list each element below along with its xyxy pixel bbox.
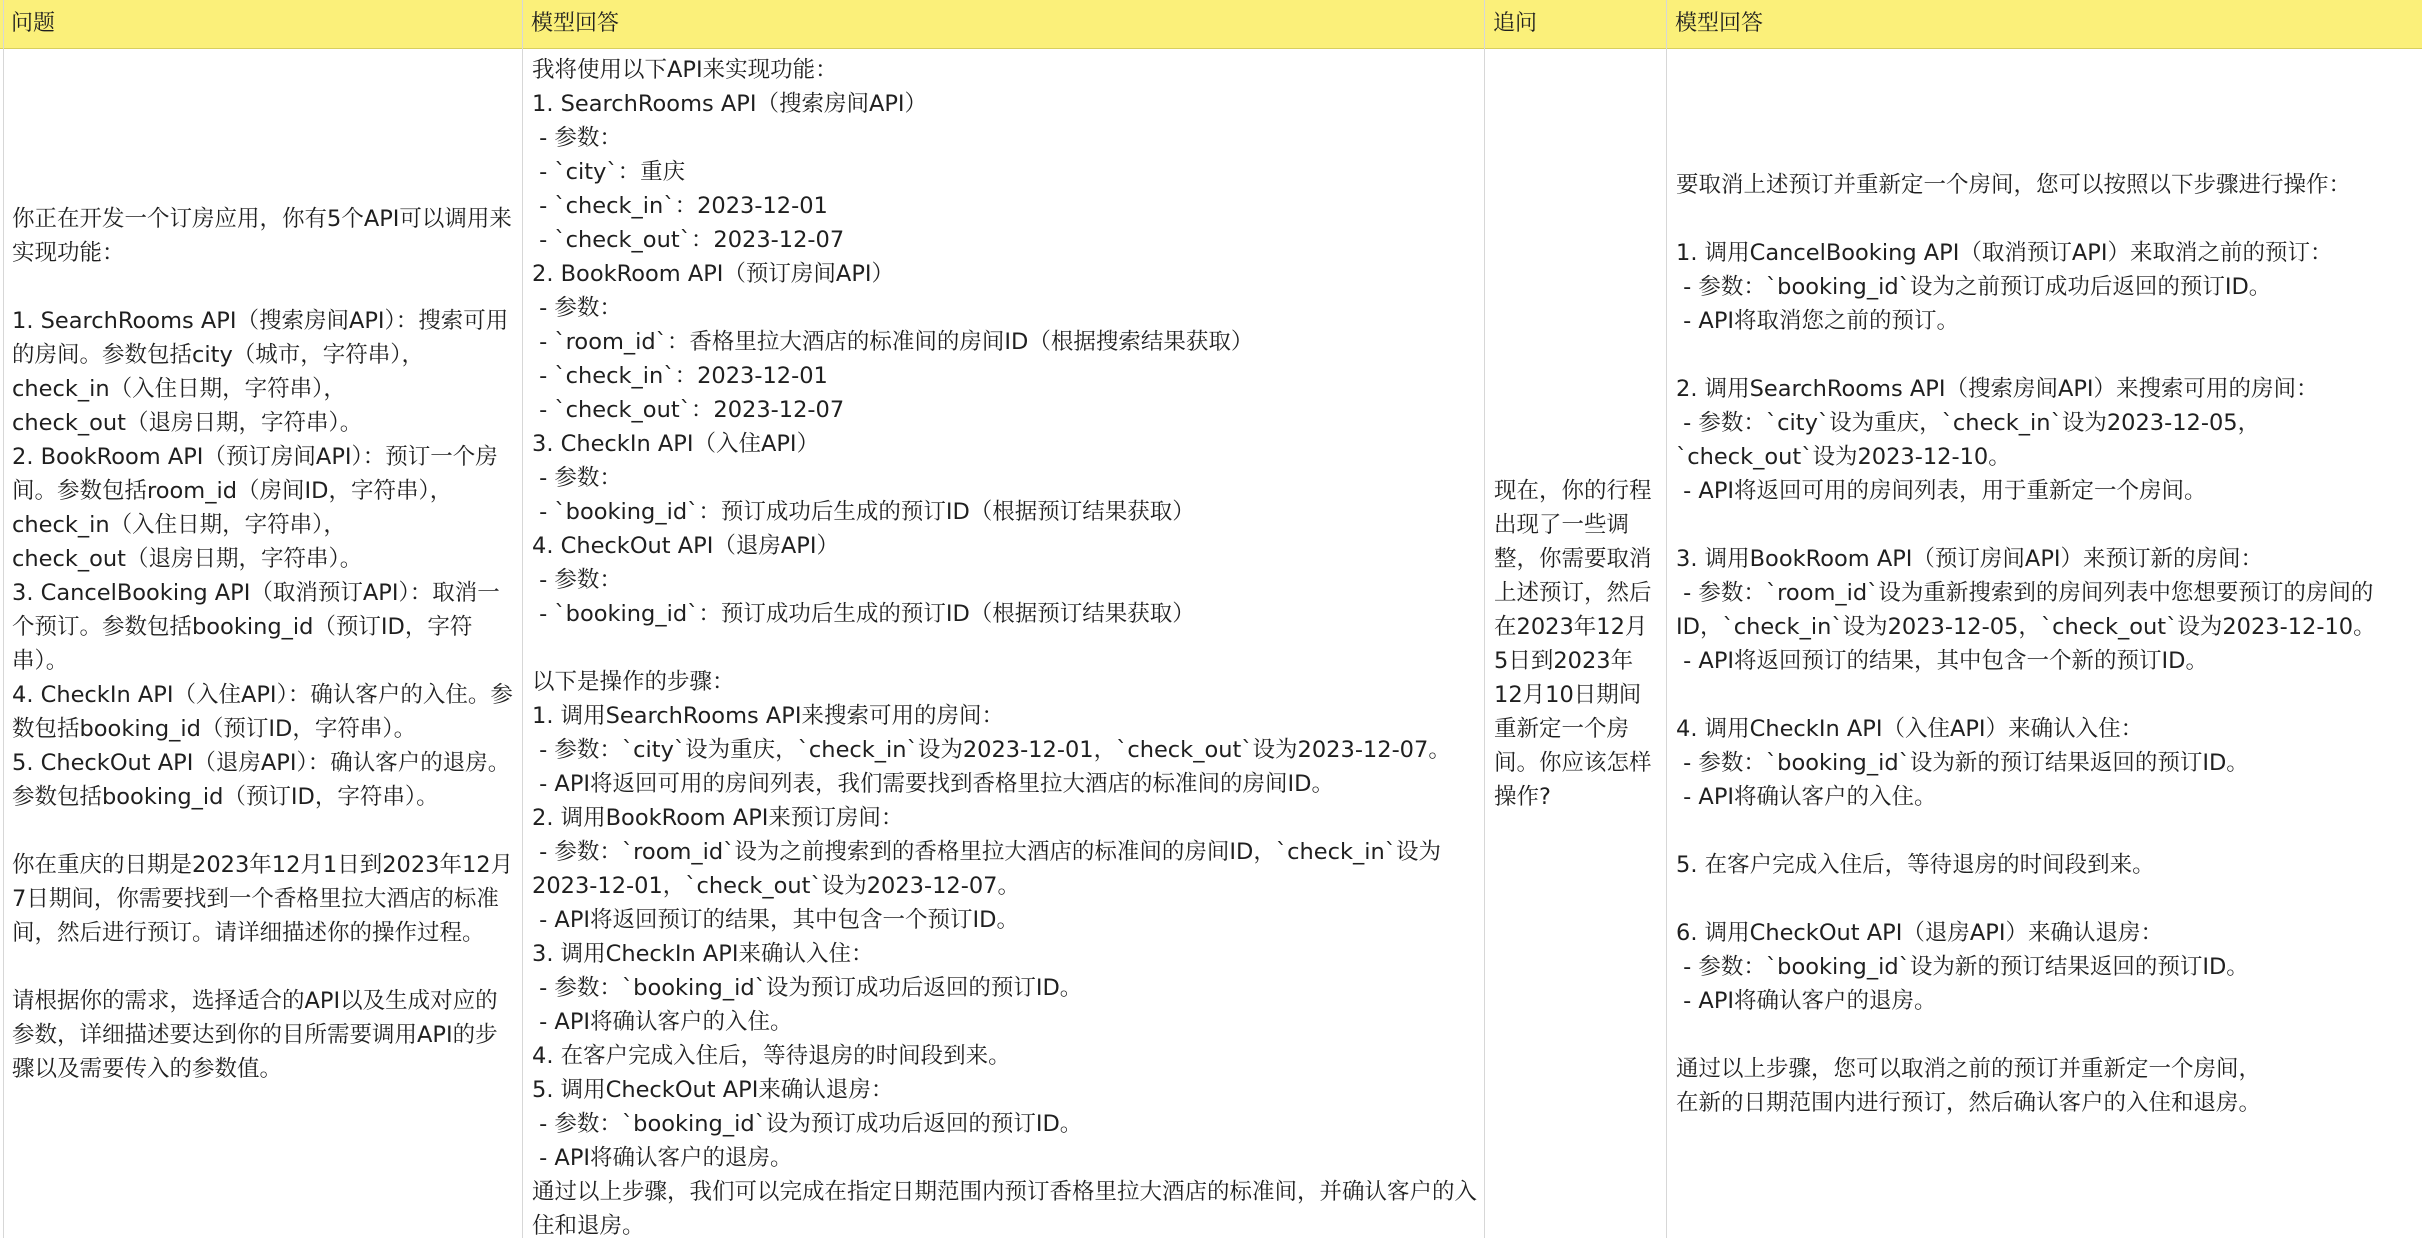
- model-answer-2-text: 要取消上述预订并重新定一个房间，您可以按照以下步骤进行操作： 1. 调用CancelBooking API（取消预订API）来取消之前的预订： - 参数：`booking_id`设为之前预订成功后返回的预订ID。 - API将取消您之前的预订。 2. 调用SearchRooms API（搜索房间API）来搜索可用的房间： - 参数：`city`设为重庆，`check_in`设为2023-12-05， `check_out`设为2023-12-10。 - API将返回可用的房间列表，用于重新定一个房间。 3. 调用BookRoom API（预订房间API）来预订新的房间： - 参数：`room_id`设为重新搜索到的房间列表中您想要预订的房间的ID，`check_in`设为2023-12-05，`check_out`设为2023-12-10。 - API将返回预订的结果，其中包含一个新的预订ID。 4. 调用CheckIn API（入住API）来确认入住： - 参数：`booking_id`设为新的预订结果返回的预订ID。 - API将确认客户的入住。 5. 在客户完成入住后，等待退房的时间段到来。 6. 调用CheckOut API（退房API）来确认退房： - 参数：`booking_id`设为新的预订结果返回的预订ID。 - API将确认客户的退房。 通过以上步骤，您可以取消之前的预订并重新定一个房间， 在新的日期范围内进行预订，然后确认客户的入住和退房。: [1676, 171, 2376, 1116]
- column-divider: [1666, 0, 1667, 1238]
- header-cell-model-answer[interactable]: 模型回答: [531, 11, 620, 36]
- model-answer-text: 我将使用以下API来实现功能： 1. SearchRooms API（搜索房间API） - 参数： - `city`：重庆 - `check_in`：2023-12-01 - `check_out`：2023-12-07 2. BookRoom API（预订房间API） - 参数： - `room_id`：香格里拉大酒店的标准间的房间ID（根据搜索结果获取） - `check_in`：2023-12-01 - `check_out`：2023-12-07 3. CheckIn API（入住API） - 参数： - `booking_id`：预订成功后生成的预订ID（根据预订结果获取） 4. CheckOut API（退房API） - 参数： - `booking_id`：预订成功后生成的预订ID（根据预订结果获取） 以下是操作的步骤： 1. 调用SearchRooms API来搜索可用的房间： - 参数：`city`设为重庆，`check_in`设为2023-12-01，`check_out`设为2023-12-07。 - API将返回可用的房间列表，我们需要找到香格里拉大酒店的标准间的房间ID。 2. 调用BookRoom API来预订房间： - 参数：`room_id`设为之前搜索到的香格里拉大酒店的标准间的房间ID，`check_in`设为2023-12-01，`check_out`设为2023-12-07。 - API将返回预订的结果，其中包含一个预订ID。 3. 调用CheckIn API来确认入住： - 参数：`booking_id`设为预订成功后返回的预订ID。 - API将确认客户的入住。 4. 在客户完成入住后，等待退房的时间段到来。 5. 调用CheckOut API来确认退房： - 参数：`booking_id`设为预订成功后返回的预订ID。 - API将确认客户的退房。 通过以上步骤，我们可以完成在指定日期范围内预订香格里拉大酒店的标准间，并确认客户的入住和退房。: [532, 57, 1478, 1238]
- question-text: 你正在开发一个订房应用，你有5个API可以调用来实现功能： 1. SearchRooms API（搜索房间API）：搜索可用的房间。参数包括city（城市，字符串），check_in（入住日期，字符串）， check_out（退房日期，字符串）。 2. BookRoom API（预订房间API）：预订一个房间。参数包括room_id（房间ID，字符串），check_in（入住日期，字符串）， check_out（退房日期，字符串）。 3. CancelBooking API（取消预订API）：取消一个预订。参数包括booking_id（预订ID，字符串）。 4. CheckIn API（入住API）：确认客户的入住。参数包括booking_id（预订ID，字符串）。 5. CheckOut API（退房API）：确认客户的退房。参数包括booking_id（预订ID，字符串）。 你在重庆的日期是2023年12月1日到2023年12月7日期间，你需要找到一个香格里拉大酒店的标准间，然后进行预订。请详细描述你的操作过程。 请根据你的需求，选择适合的API以及生成对应的参数，详细描述要达到你的目所需要调用API的步骤以及需要传入的参数值。: [12, 205, 514, 1082]
- header-cell-question[interactable]: 问题: [11, 11, 56, 36]
- header-cell-followup[interactable]: 追问: [1493, 11, 1538, 36]
- cell-model-answer[interactable]: [523, 49, 1485, 1238]
- data-row: [0, 49, 2422, 1238]
- column-divider: [1484, 0, 1485, 1238]
- column-divider: [3, 0, 4, 1238]
- followup-text: 现在，你的行程出现了一些调整，你需要取消上述预订，然后在2023年12月5日到2023年12月10日期间重新定一个房间。你应该怎样操作?: [1494, 477, 1652, 810]
- column-divider: [522, 0, 523, 1238]
- cell-question[interactable]: [3, 49, 523, 1238]
- cell-followup[interactable]: [1485, 49, 1667, 1238]
- cell-model-answer-2[interactable]: [1667, 49, 2422, 1238]
- header-row: [0, 0, 2422, 50]
- header-cell-model-answer-2[interactable]: 模型回答: [1675, 11, 1764, 36]
